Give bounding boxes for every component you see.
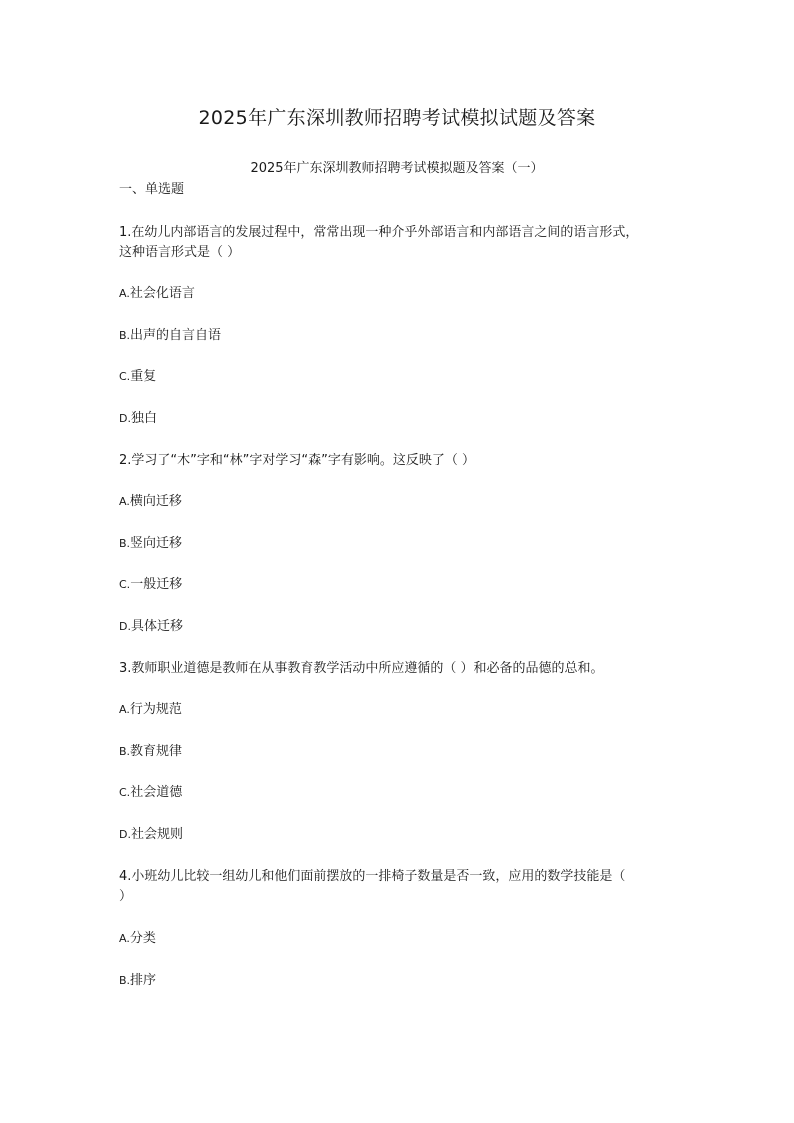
question-2-option-d bbox=[119, 617, 679, 637]
option-text: 重复 bbox=[130, 369, 157, 384]
option-text: 行为规范 bbox=[129, 702, 182, 717]
option-letter: C. bbox=[119, 786, 131, 799]
option-letter: A. bbox=[119, 287, 130, 300]
question-4-option-b bbox=[119, 971, 679, 991]
option-text: 社会化语言 bbox=[129, 286, 195, 301]
option-letter: C. bbox=[119, 578, 131, 591]
option-letter: B. bbox=[119, 974, 131, 987]
question-3-option-b bbox=[119, 742, 679, 762]
document-subtitle: 2025年广东深圳教师招聘考试模拟题及答案（一） bbox=[250, 161, 544, 176]
option-letter: D. bbox=[119, 412, 131, 425]
question-4-option-a bbox=[119, 929, 679, 949]
question-1-option-a bbox=[119, 284, 679, 304]
option-letter: A. bbox=[119, 932, 130, 945]
option-text: 横向迁移 bbox=[129, 494, 182, 509]
option-letter: B. bbox=[119, 329, 131, 342]
question-2-option-c bbox=[119, 575, 679, 595]
option-letter: B. bbox=[119, 537, 131, 550]
question-3-option-c bbox=[119, 783, 679, 803]
option-text: 出声的自言自语 bbox=[130, 328, 222, 343]
section-heading: 一、单选题 bbox=[119, 182, 185, 197]
option-letter: B. bbox=[119, 745, 131, 758]
option-letter: A. bbox=[119, 703, 130, 716]
question-1-option-b bbox=[119, 326, 679, 346]
option-text: 教育规律 bbox=[130, 744, 183, 759]
option-text: 社会道德 bbox=[130, 785, 183, 800]
option-text: 具体迁移 bbox=[130, 619, 183, 634]
option-text: 一般迁移 bbox=[130, 577, 183, 592]
question-2-option-a bbox=[119, 492, 679, 512]
option-text: 排序 bbox=[130, 973, 157, 988]
option-text: 分类 bbox=[129, 931, 156, 946]
option-text: 独白 bbox=[130, 411, 157, 426]
document-title: 2025年广东深圳教师招聘考试模拟试题及答案 bbox=[198, 107, 596, 129]
question-3-option-d bbox=[119, 825, 679, 845]
question-3-text: 3.教师职业道德是教师在从事教育教学活动中所应遵循的（ ）和必备的品德的总和。 bbox=[119, 661, 604, 676]
question-1-option-d bbox=[119, 409, 679, 429]
option-text: 社会规则 bbox=[130, 827, 183, 842]
question-4-text-cont: ） bbox=[119, 889, 133, 904]
question-1-text-cont: 这种语言形式是（ ） bbox=[119, 245, 241, 260]
question-2-text: 2.学习了“木”字和“林”字对学习“森”字有影响。这反映了（ ） bbox=[119, 453, 475, 468]
option-letter: C. bbox=[119, 370, 131, 383]
question-3-option-a bbox=[119, 700, 679, 720]
question-1-option-c bbox=[119, 367, 679, 387]
question-1-text: 1.在幼儿内部语言的发展过程中，常常出现一种介乎外部语言和内部语言之间的语言形式， bbox=[119, 225, 639, 240]
question-2-option-b bbox=[119, 534, 679, 554]
question-4-text: 4.小班幼儿比较一组幼儿和他们面前摆放的一排椅子数量是否一致，应用的数学技能是（ bbox=[119, 869, 626, 884]
option-letter: D. bbox=[119, 828, 131, 841]
option-letter: D. bbox=[119, 620, 131, 633]
option-text: 竖向迁移 bbox=[130, 536, 183, 551]
option-letter: A. bbox=[119, 495, 130, 508]
